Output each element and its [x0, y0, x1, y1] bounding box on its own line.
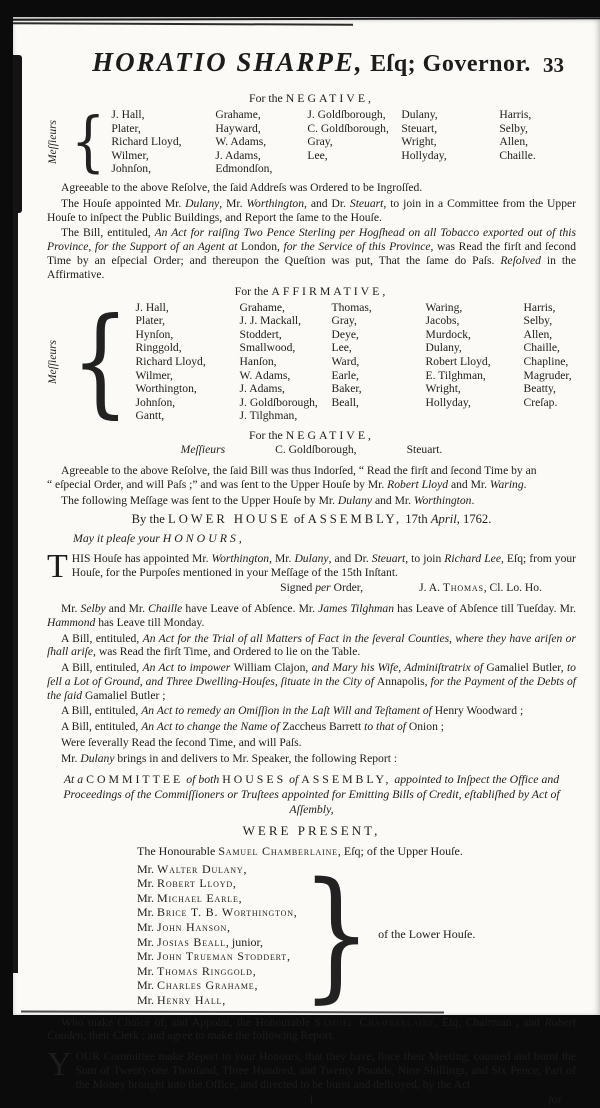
voter-name: E. Tilghman,	[425, 368, 486, 382]
voter-name: Hollyday,	[425, 395, 471, 409]
paragraph-chairman-clerk: Who make Choice of, and Appoint, the Honourable Samuel Chamberlaine, Eſq; Chairman ; and Robert Couden, their Clerk ; and agree to make the following Report.	[47, 1015, 576, 1043]
paragraph-bill-trial: A Bill, entituled, An Act for the Trial of all Matters of Fact in the ſeveral Counties, where they have ariſen or ſhall ariſe, was Read the firſt Time, and Ordered to lie on the Table.	[47, 631, 576, 659]
voter-name: Hayward,	[215, 121, 261, 135]
voter-name: Grahame,	[239, 300, 285, 314]
dropcap-T: T	[47, 548, 68, 586]
clerk-signature: J. A. Thomas, Cl. Lo. Ho.	[419, 580, 542, 594]
voter-name: Stoddert,	[239, 327, 282, 341]
voter-name: J. Goldſborough,	[307, 108, 386, 121]
voter-name: Murdock,	[425, 327, 471, 341]
voter-name: Hollyday,	[401, 148, 447, 162]
voter-name: J. J. Mackall,	[239, 314, 302, 328]
voter-name: Harris,	[523, 300, 556, 314]
voter-name: Plater,	[111, 121, 141, 135]
right-brace: }	[300, 852, 373, 1017]
document-page	[13, 17, 600, 1106]
vote1-col-5	[499, 108, 576, 176]
lower-house-label: of the Lower Houſe.	[378, 927, 476, 942]
vote1-columns	[111, 108, 576, 176]
signature-mark: I	[309, 1092, 314, 1106]
voter-name: Harris,	[499, 108, 532, 121]
voter-name: C. Goldſborough,	[275, 442, 357, 456]
vote2-col-5	[524, 301, 576, 423]
voter-name: Lee,	[307, 148, 328, 162]
voter-name: Wright,	[425, 382, 461, 396]
voter-name: Creſap.	[523, 395, 558, 409]
vote2-negative-names	[47, 443, 576, 457]
voter-name: Wilmer,	[135, 368, 173, 382]
committee-member: Mr. Walter Dulany,	[137, 861, 247, 876]
dropcap-Y: Y	[47, 1046, 72, 1084]
voter-name: Deye,	[331, 327, 359, 341]
voter-name: Hanſon,	[239, 354, 277, 368]
voter-name: J. Goldſborough,	[239, 395, 318, 409]
vote2-col-1	[136, 301, 240, 423]
committee-member: Mr. John Hanson,	[137, 920, 231, 935]
vote2-col-2	[240, 301, 332, 423]
committee-member: Mr. Charles Grahame,	[137, 978, 258, 993]
catchword: for	[548, 1092, 562, 1106]
page-content	[13, 17, 600, 1108]
vote2-negative-heading: For the NEGATIVE,	[249, 427, 374, 442]
voter-name: Wilmer,	[111, 148, 149, 162]
voter-name: Allen,	[523, 327, 553, 341]
voter-name: Grahame,	[215, 108, 261, 121]
paragraph-indorsed: Agreeable to the above Reſolve, the ſaid Bill was thus Indorſed, “ Read the firſt and ſecond Time by an “ eſpecial Order, and will Paſs ;” and was ſent to the Upper Houſe by Mr. Robert Lloyd and Mr. Waring.	[47, 463, 537, 491]
voter-name: Ward,	[331, 354, 360, 368]
vote1-col-1	[111, 108, 215, 176]
voter-name: Thomas,	[331, 300, 372, 314]
paragraph-bill-tobacco: The Bill, entituled, An Act for raiſing Two Pence Sterling per Hogſhead on all Tobacco exported out of this Province, for the Support of an Agent at London, for the Service of this Province, was Read the firſt and ſecond Time by an eſpecial Order; and thereupon the Queſtion was put, That the ſame do Paſs. Reſolved in the Affirmative.	[47, 226, 577, 281]
signed-line	[47, 581, 576, 595]
voter-name: Selby,	[499, 121, 528, 135]
paragraph-bill-clajon: A Bill, entituled, An Act to impower William Clajon, and Mary his Wife, Adminiſtratrix of Gamaliel Butler, to ſell a Lot of Ground, and Three Dwelling-Houſes, ſituate in the City of Annapolis, for the Payment of the Debts of the ſaid Gamaliel Butler ;	[47, 661, 576, 702]
voter-name: Beall,	[331, 395, 359, 409]
paragraph-this-house	[47, 548, 577, 586]
may-it-please-line: May it pleaſe your HONOURS,	[73, 531, 245, 546]
voter-name: Richard Lloyd,	[135, 354, 206, 368]
catchword-row	[47, 1093, 576, 1108]
voter-name: J. Adams,	[215, 148, 261, 162]
voter-name: Beatty,	[523, 382, 556, 396]
voter-name: Johnſon,	[111, 162, 151, 176]
signed-per-order: Signed per Order,	[280, 580, 364, 594]
paragraph-bill-barrett: A Bill, entituled, An Act to change the Name of Zaccheus Barrett to that of Onion ;	[61, 720, 444, 734]
committee-heading: At a COMMITTEE of both HOUSES of ASSEMBLY, appointed to Inſpect the Office and Proceedings of the Commiſſioners or Truſtees appointed for Emitting Bills of Credit, eſtabliſhed by Act of Aſſembly,	[63, 771, 560, 816]
committee-members-list	[137, 862, 297, 1008]
voter-name: Chaille.	[499, 148, 536, 162]
left-brace: {	[71, 102, 106, 180]
vote2-table	[47, 292, 576, 430]
committee-member: Mr. Henry Hall,	[137, 993, 226, 1008]
committee-members-block	[137, 852, 576, 1017]
vote2-columns	[136, 301, 576, 423]
messieurs-label: Meſſieurs	[180, 442, 226, 456]
voter-name: Dulany,	[401, 108, 438, 121]
voter-name: Chapline,	[523, 354, 569, 368]
voter-name: W. Adams,	[215, 135, 267, 149]
committee-member: Mr. Robert Lloyd,	[137, 876, 236, 891]
committee-member: Mr. John Trueman Stoddert,	[137, 949, 290, 964]
voter-name: Wright,	[401, 135, 437, 149]
committee-member: Mr. Michael Earle,	[137, 890, 242, 905]
vote1-heading: For the NEGATIVE,	[249, 91, 374, 105]
honourable-chamberlaine-line: The Honourable Samuel Chamberlaine, Eſq; of the Upper Houſe.	[137, 843, 463, 858]
voter-name: Steuart.	[406, 442, 443, 456]
voter-name: Gantt,	[135, 409, 165, 423]
vote1-col-2	[215, 108, 307, 176]
voter-name: Richard Lloyd,	[111, 135, 182, 149]
voter-name: J. Hall,	[135, 300, 169, 314]
paragraph-message-sent: The following Meſſage was ſent to the Upper Houſe by Mr. Dulany and Mr. Worthington.	[61, 493, 475, 507]
voter-name: Plater,	[135, 314, 166, 328]
voter-name: Johnſon,	[135, 395, 176, 409]
voter-name: W. Adams,	[239, 368, 291, 382]
paragraph-bill-woodward: A Bill, entituled, An Act to remedy an Omiſſion in the Laſt Will and Teſtament of Henry Woodward ;	[61, 704, 524, 718]
voter-name: Ringgold,	[135, 341, 182, 355]
voter-name: Waring,	[425, 300, 463, 314]
voter-name: J. Hall,	[111, 108, 145, 121]
paragraph-ingrossed: Agreeable to the above Reſolve, the ſaid Addreſs was Ordered to be Ingroſſed.	[61, 181, 423, 194]
voter-name: Worthington,	[135, 382, 197, 396]
voter-name: Lee,	[331, 341, 352, 355]
committee-member: Mr. Thomas Ringgold,	[137, 963, 256, 978]
voter-name: Steuart,	[401, 121, 438, 135]
vote1-table	[47, 102, 576, 180]
voter-name: Gray,	[331, 314, 357, 328]
committee-member: Mr. Josias Beall, junior,	[137, 934, 264, 949]
committee-member: Mr. Brice T. B. Worthington,	[137, 905, 297, 920]
vote2-col-3	[332, 301, 426, 423]
page-header	[47, 47, 576, 83]
voter-name: Magruder,	[523, 368, 572, 382]
vote1-col-4	[401, 108, 499, 176]
voter-name: Allen,	[499, 135, 529, 149]
voter-name: Hynſon,	[135, 327, 174, 341]
voter-name: Selby,	[523, 314, 553, 328]
page-number: 33	[543, 53, 564, 77]
voter-name: Robert Lloyd,	[425, 354, 491, 368]
left-brace: {	[71, 292, 130, 430]
paragraph-your-committee-text: OUR Committee make Report to your Honours, that they have, ſince their Meeting, counted and burnt the Sum of Twenty-one Thouſand, Three Hundred, and Twenty Pounds, Nine Shillings, and Six Pence, Part of the Money brought into the Office, and directed to be burnt and deſtroyed, by the Act	[75, 1050, 576, 1091]
messieurs-label: Meſſieurs	[47, 119, 60, 165]
voter-name: Earle,	[331, 368, 359, 382]
vote2-heading: For the AFFIRMATIVE,	[234, 283, 389, 298]
governor-name: HORATIO SHARPE,	[92, 47, 364, 77]
paragraph-leave-of-absence: Mr. Selby and Mr. Chaille have Leave of Abſence. Mr. James Tilghman has Leave of Abſence till Tueſday. Mr. Hammond has Leave till Monday.	[47, 601, 577, 629]
were-present-line: WERE PRESENT,	[242, 822, 381, 838]
voter-name: C. Goldſborough,	[307, 121, 389, 135]
paragraph-house-appointed: The Houſe appointed Mr. Dulany, Mr. Worthington, and Dr. Steuart, to join in a Committee from the Upper Houſe to inſpect the Public Buildings, and Report the ſame to the Houſe.	[47, 196, 576, 224]
by-lower-house-line: By the LOWER HOUSE of ASSEMBLY, 17th April, 1762.	[131, 512, 492, 527]
voter-name: Dulany,	[425, 341, 462, 355]
governor-title: Eſq; Governor.	[363, 51, 531, 77]
voter-name: Baker,	[331, 382, 362, 396]
voter-name: Jacobs,	[425, 314, 460, 328]
voter-name: Edmondſon,	[215, 162, 273, 176]
voter-name: J. Adams,	[239, 382, 285, 396]
vote2-col-4	[426, 301, 524, 423]
voter-name: Smallwood,	[239, 341, 296, 355]
paragraph-severally-read: Were ſeverally Read the ſecond Time, and will Paſs.	[61, 736, 302, 750]
paragraph-your-committee	[47, 1046, 576, 1091]
voter-name: Chaille,	[523, 341, 560, 355]
paragraph-dulany-report: Mr. Dulany brings in and delivers to Mr. Speaker, the following Report :	[61, 751, 398, 765]
vote1-col-3	[307, 108, 401, 176]
voter-name: J. Tilghman,	[239, 409, 298, 423]
paragraph-this-house-text: HIS Houſe has appointed Mr. Worthington, Mr. Dulany, and Dr. Steuart, to join Richard Lee, Eſq; from your Houſe, for the Purpoſes mentioned in your Meſſage of the 15th Inſtant.	[71, 552, 577, 580]
messieurs-label: Meſſieurs	[47, 339, 60, 384]
voter-name: Gray,	[307, 135, 333, 149]
